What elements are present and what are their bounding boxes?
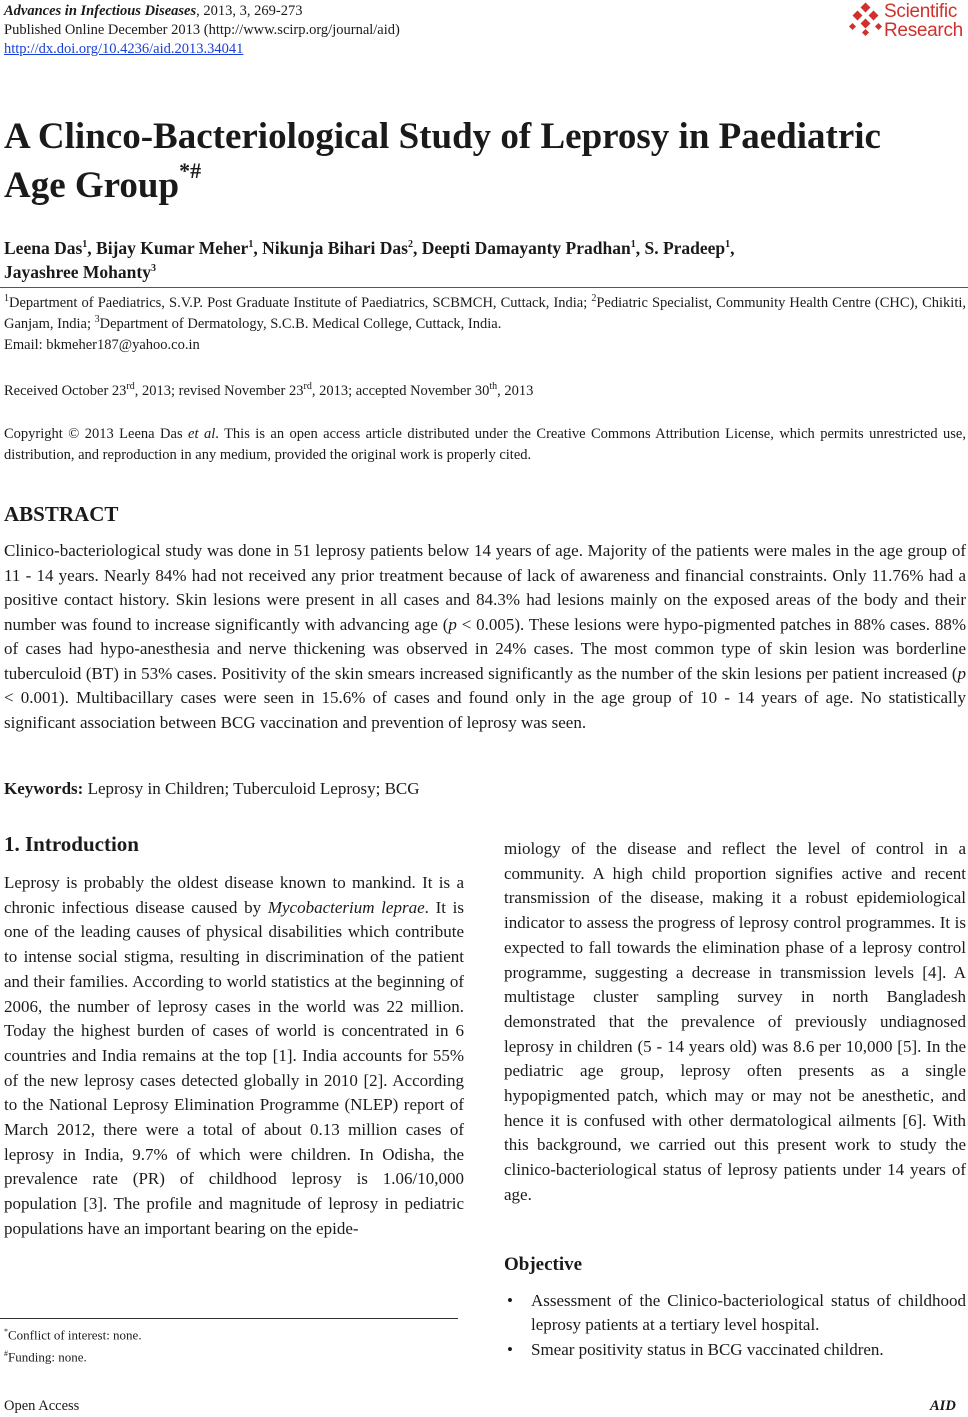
paper-title (4, 112, 954, 210)
author-affiliation-mark: 1 (248, 239, 254, 251)
introduction-column-left (4, 871, 464, 1242)
doi-link[interactable]: http://dx.doi.org/10.4236/aid.2013.34041 (4, 41, 244, 57)
list-item (504, 1289, 966, 1337)
affiliation-2: Pediatric Specialist, Community Health Centre (CHC), Chikiti, Ganjam, India; (4, 295, 966, 332)
logo-text-scientific: Scientific (884, 1, 958, 22)
author-separator: , (635, 238, 645, 258)
author: Nikunja Bihari Das (262, 238, 408, 258)
license-text: . This is an open access article distributed under the Creative Commons Attribution License, which permits unrestricted use, distribution, and reproduction in any medium, provided the original work is properly cited. (4, 426, 966, 463)
bullet-icon: • (507, 1291, 513, 1310)
keywords-text: Leprosy in Children; Tuberculoid Leprosy; BCG (83, 779, 420, 798)
p-value-symbol: p (957, 663, 966, 683)
author-divider (0, 287, 968, 288)
accepted-text: , 2013; accepted November 30 (311, 383, 490, 399)
objective-text: Assessment of the Clinico-bacteriological status of childhood leprosy patients at a tertiary level hospital. (531, 1291, 966, 1334)
ordinal-suffix: rd (126, 381, 135, 393)
author-affiliation-mark: 3 (150, 263, 156, 275)
footnotes (4, 1322, 142, 1367)
scientific-research-logo (846, 0, 968, 44)
year-text: , 2013 (497, 383, 534, 399)
author-affiliation-mark: 1 (630, 239, 636, 251)
footnote-mark: # (4, 1349, 8, 1359)
author-separator: , (412, 238, 422, 258)
bullet-icon: • (507, 1340, 513, 1359)
footer-journal-abbrev: AID (930, 1398, 956, 1414)
p-value-symbol: p (448, 614, 457, 634)
objective-list (504, 1289, 966, 1363)
journal-name: Advances in Infectious Diseases (4, 3, 197, 19)
et-al: et al (188, 426, 216, 442)
intro-text: . It is one of the leading causes of physical disabilities which contribute to intense social stigma, resulting in discrimination of the patient and their families. According to world statistics at the beginning of 2006, the number of leprosy cases in the world was 22 million. Today the highest burden of cases of world is concentrated in 6 countries and India remains at the top [1]. India accounts for 55% of the new leprosy cases detected globally in 2010 [2]. According to the National Leprosy Elimination Programme (NLEP) report of March 2012, there were a total of about 0.13 million cases of leprosy in India, 9.7% of which were children. In Odisha, the prevalence rate (PR) of childhood leprosy is 1.06/10,000 population [3]. The profile and magnitude of leprosy in pediatric populations have an important bearing on the epide- (4, 897, 464, 1238)
copyright-lead: Copyright © 2013 Leena Das (4, 426, 189, 442)
author-affiliation-mark: 2 (407, 239, 413, 251)
author: S. Pradeep (644, 238, 726, 258)
keywords-label: Keywords: (4, 779, 84, 798)
author: Leena Das (4, 238, 83, 258)
footnote-mark: * (4, 1327, 8, 1336)
received-dates (4, 381, 533, 401)
received-text: Received October 23 (4, 383, 127, 399)
intro-text: Leprosy is probably the oldest disease known to mankind. It is a chronic infectious disease caused by (4, 873, 464, 917)
author: Bijay Kumar Meher (96, 238, 249, 258)
journal-header (4, 2, 400, 59)
affiliation-1: Department of Paediatrics, S.V.P. Post Graduate Institute of Paediatrics, SCBMCH, Cuttack, India; (9, 295, 592, 311)
affiliation-mark: 1 (4, 293, 9, 305)
author: Deepti Damayanty Pradhan (421, 238, 631, 258)
revised-text: , 2013; revised November 23 (134, 383, 304, 399)
abstract-text: < 0.001). Multibacillary cases were seen in 15.6% of cases and found only in the age group of 10 - 14 years of age. No statistically significant association between BCG vaccination and prevention of leprosy was seen. (4, 688, 966, 732)
author-affiliation-mark: 1 (82, 239, 88, 251)
footnote-divider (0, 1318, 458, 1319)
abstract-text: < 0.005). These lesions were hypo-pigmented patches in 88% cases. 88% of cases had hypo-anesthesia and nerve thickening was observed in 24% cases. The most common type of skin lesion was borderline tuberculoid (BT) in 53% cases. Positivity of the skin smears increased significantly as the number of the skin lesions per patient increased ( (4, 614, 966, 683)
footnote-funding: Funding: none. (8, 1349, 87, 1365)
ordinal-suffix: rd (303, 381, 312, 393)
affiliation-3: Department of Dermatology, S.C.B. Medical College, Cuttack, India. (99, 316, 502, 332)
ordinal-suffix: th (489, 381, 498, 393)
footer-open-access: Open Access (4, 1398, 80, 1414)
logo-text-research: Research (884, 20, 963, 41)
affiliations (4, 293, 966, 356)
introduction-heading: 1. Introduction (4, 832, 139, 856)
published-line: Published Online December 2013 (http://www.scirp.org/journal/aid) (4, 22, 400, 38)
title-line-2: Age Group (4, 165, 180, 206)
author-affiliation-mark: 1 (725, 239, 731, 251)
author-separator: , (87, 238, 97, 258)
contact-email: Email: bkmeher187@yahoo.co.in (4, 337, 200, 353)
list-item (504, 1338, 966, 1362)
author: Jayashree Mohanty (4, 262, 151, 282)
species-name: Mycobacterium leprae (267, 897, 425, 917)
affiliation-mark: 3 (94, 314, 100, 326)
introduction-column-right: miology of the disease and reflect the level of control in a community. A high child proportion signifies active and recent transmission of the disease, making it a robust epidemiological indicator to assess the progress of leprosy control programmes. It is expected to fall towards the elimination phase of a leprosy control programme, suggesting a decrease in transmission levels [4]. A multistage cluster sampling survey in north Bangladesh demonstrated that the prevalence of previously undiagnosed leprosy in children (5 - 14 years old) was 8.6 per 10,000 [5]. In the pediatric age group, leprosy often presents as a single hypopigmented patch, which may or may not be anesthetic, and hence it is confused with other dermatological ailments [6]. With this background, we carried out this present work to study the clinico-bacteriological status of leprosy patients under 14 years of age. (504, 839, 966, 1204)
objective-heading: Objective (504, 1254, 583, 1275)
affiliation-mark: 2 (591, 293, 597, 305)
author-separator: , (253, 238, 263, 258)
author-separator: , (730, 238, 735, 258)
footnote-conflict: Conflict of interest: none. (8, 1327, 142, 1343)
logo-mark-icon (848, 2, 884, 38)
objective-text: Smear positivity status in BCG vaccinated children. (531, 1340, 884, 1359)
volume-info: , 2013, 3, 269-273 (196, 3, 303, 19)
title-footnote-marks: *# (179, 157, 202, 183)
author-list (4, 236, 964, 284)
title-line-1: A Clinco-Bacteriological Study of Leprosy in Paediatric (4, 116, 881, 157)
abstract-heading: ABSTRACT (4, 502, 119, 526)
abstract-body (4, 539, 966, 735)
abstract-text: Clinico-bacteriological study was done in 51 leprosy patients below 14 years of age. Majority of the patients were males in the age group of 11 - 14 years. Nearly 84% had not received any prior treatment because of lack of awareness and financial constraints. Only 11.76% had a positive contact history. Skin lesions were present in all cases and 84.3% had lesions mainly on the exposed areas of the body and their number was found to increase significantly with advancing age ( (4, 541, 966, 634)
keywords (4, 777, 420, 801)
copyright-notice (4, 424, 966, 466)
